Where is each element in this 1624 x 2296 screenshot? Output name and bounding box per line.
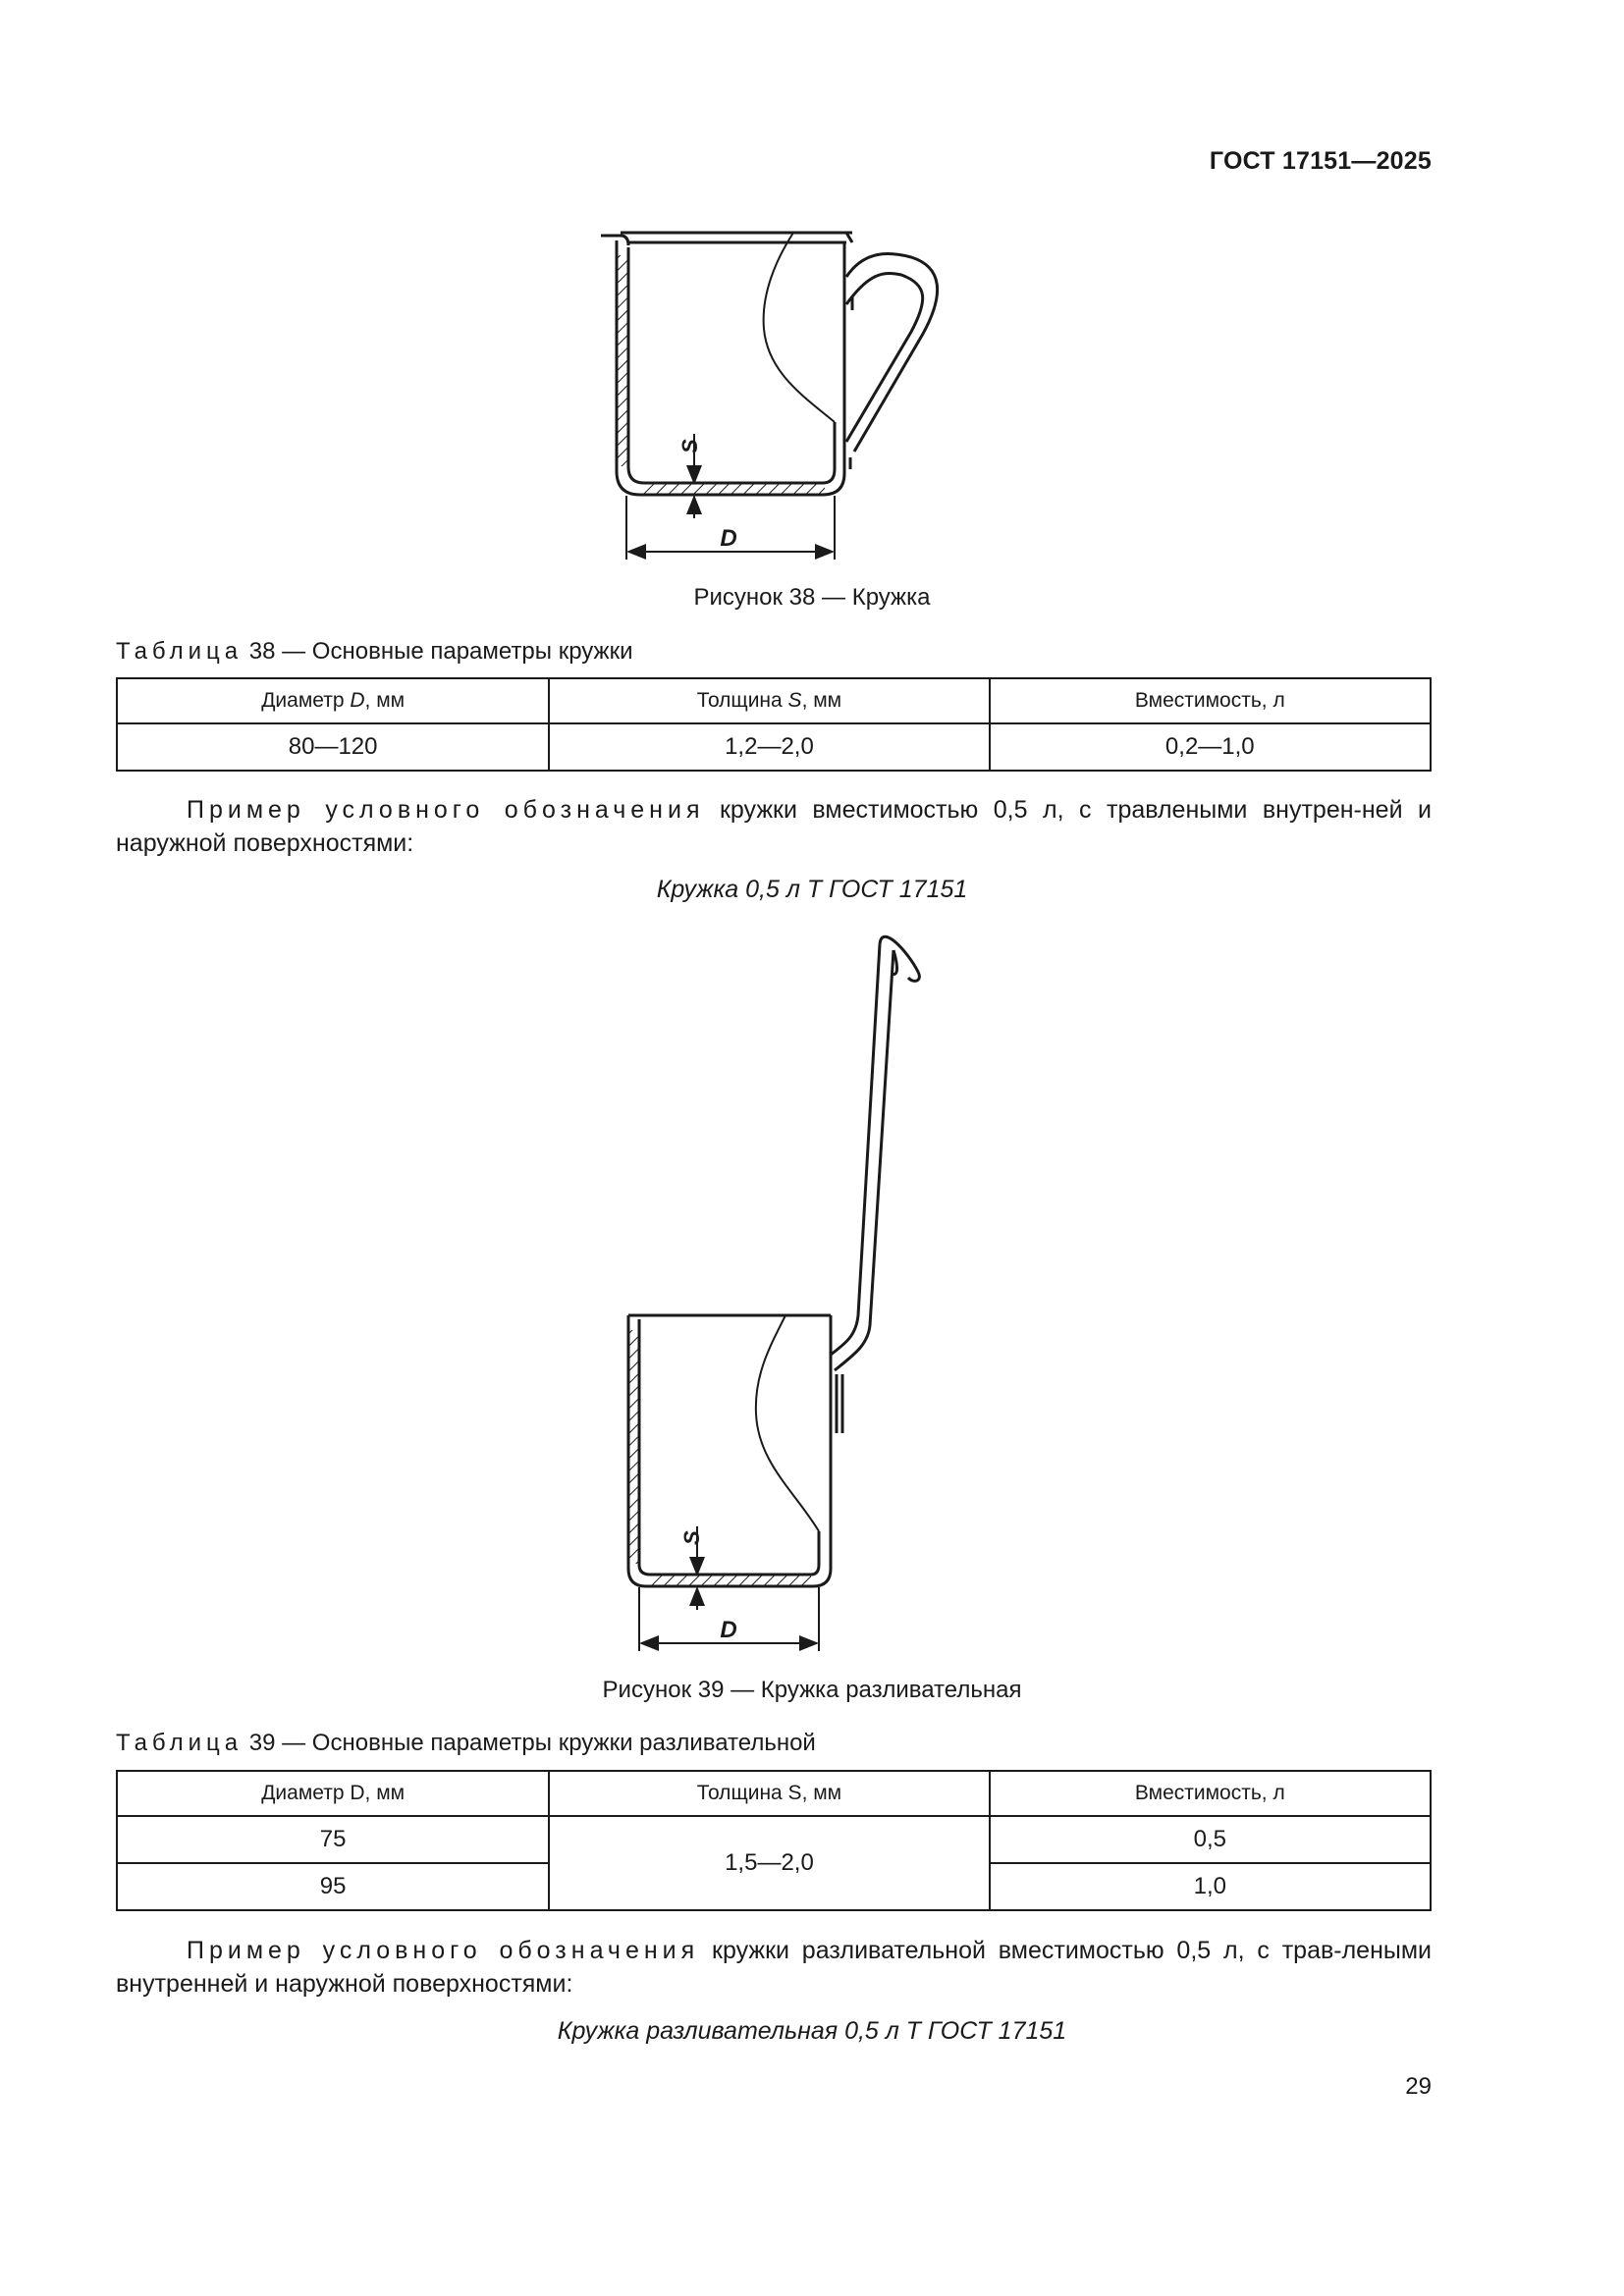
table-39-header-volume: Вместимость, л [990, 1771, 1431, 1816]
example-39-designation: Кружка разливательная 0,5 л Т ГОСТ 17151 [557, 2017, 1067, 2045]
table-38-caption-text: 38 — Основные параметры кружки [243, 638, 633, 665]
table-39-cell-diameter: 95 [117, 1863, 549, 1910]
table-38-caption [116, 638, 633, 666]
example-38-lead: Пример условного обозначения [187, 796, 705, 824]
example-39-paragraph [116, 1934, 1432, 2001]
table-39-cell-thickness: 1,5—2,0 [549, 1816, 989, 1910]
example-38-text: кружки вместимостью 0,5 л, с травлеными внутрен-ней и наружной поверхностями: [116, 796, 1432, 857]
table-39-cell-volume: 1,0 [990, 1863, 1431, 1910]
table-row [117, 723, 1431, 771]
table-38-caption-prefix: Таблица [116, 638, 244, 665]
figure-39-label-d: D [720, 1617, 737, 1643]
figure-39-caption: Рисунок 39 — Кружка разливательная [602, 1677, 1022, 1703]
figure-38-label-s: S [677, 439, 702, 454]
table-39-caption-prefix: Таблица [116, 1730, 244, 1756]
table-row [117, 1816, 1431, 1863]
table-39-cell-diameter: 75 [117, 1816, 549, 1863]
figure-38-label-d: D [720, 525, 737, 552]
document-header: ГОСТ 17151—2025 [1209, 147, 1432, 175]
table-39-cell-volume: 0,5 [990, 1816, 1431, 1863]
figure-38-caption: Рисунок 38 — Кружка [693, 584, 931, 611]
table-39 [116, 1770, 1432, 1911]
table-38-header-volume: Вместимость, л [990, 678, 1431, 723]
table-39-header-thickness: Толщина S, мм [549, 1771, 989, 1816]
example-39-text: кружки разливательной вместимостью 0,5 л, с трав-леными внутренней и наружной поверхностями: [116, 1937, 1432, 1998]
table-38-cell-diameter: 80—120 [117, 723, 549, 771]
table-38-cell-thickness: 1,2—2,0 [549, 723, 989, 771]
table-38 [116, 677, 1432, 772]
figure-39-ladle-mug-drawing [0, 933, 1624, 1659]
table-39-caption [116, 1730, 816, 1757]
table-39-header-diameter: Диаметр D, мм [117, 1771, 549, 1816]
figure-38-mug-drawing [0, 0, 1624, 589]
example-38-paragraph [116, 793, 1432, 860]
table-39-caption-text: 39 — Основные параметры кружки разливательной [243, 1730, 816, 1756]
example-38-designation: Кружка 0,5 л Т ГОСТ 17151 [656, 876, 968, 903]
table-38-cell-volume: 0,2—1,0 [990, 723, 1431, 771]
table-38-header-diameter: Диаметр D, мм [117, 678, 549, 723]
example-39-lead: Пример условного обозначения [187, 1937, 700, 1964]
table-38-header-thickness: Толщина S, мм [549, 678, 989, 723]
page-number: 29 [1405, 2073, 1432, 2100]
figure-39-label-s: S [679, 1530, 704, 1545]
